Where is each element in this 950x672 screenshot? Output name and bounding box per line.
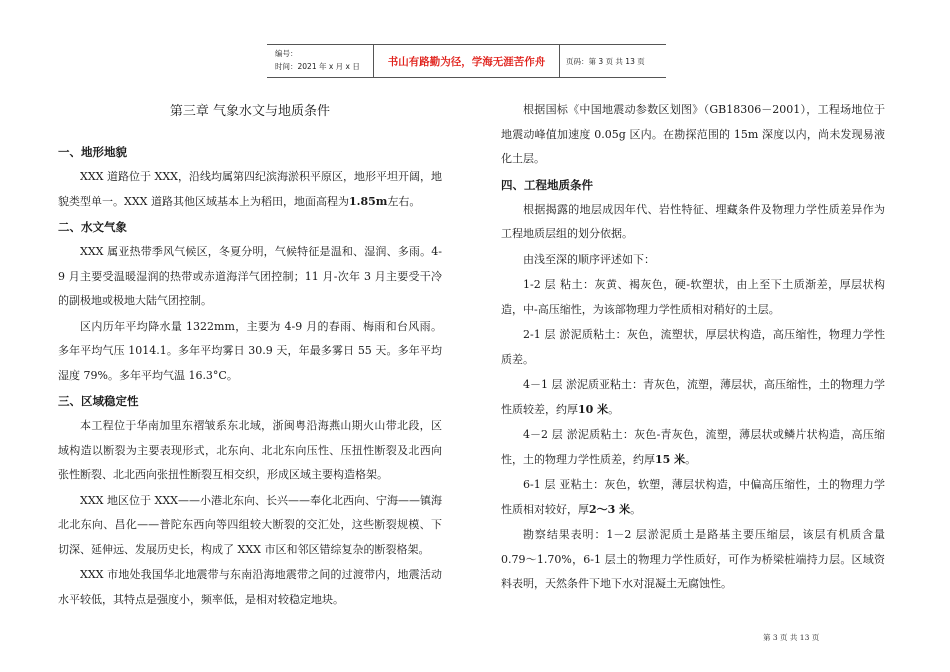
- header-info: [275, 47, 360, 73]
- paragraph: XXX 市地处我国华北地震带与东南沿海地震带之间的过渡带内，地震活动水平较低，其特点是强度小，频率低，是相对较稳定地块。: [58, 568, 442, 606]
- section-heading: 四、工程地质条件: [501, 177, 593, 192]
- section-heading: 一、地形地貌: [58, 145, 127, 159]
- paragraph: 根据揭露的地层成因年代、岩性特征、埋藏条件及物理力学性质差异作为工程地质层组的划分依据。: [501, 202, 885, 240]
- section-heading: 二、水文气象: [58, 220, 127, 234]
- paragraph: [58, 165, 442, 214]
- paragraph-text: 。: [630, 502, 642, 516]
- section-heading: 三、区域稳定性: [58, 394, 139, 408]
- elevation-value: 1.85m: [349, 194, 388, 208]
- paragraph: [501, 423, 885, 472]
- paragraph: 根据国标《中国地震动参数区划图》（GB18306－2001），工程场地位于地震动峰值加速度 0.05g 区内。在勘探范围的 15m 深度以内，尚未发现易液化土层。: [501, 103, 885, 165]
- thickness-value: 15 米: [655, 452, 686, 466]
- page-header: [267, 44, 666, 78]
- paragraph-text: XXX 道路位于 XXX，沿线均属第四纪滨海淤积平原区，地形平坦开阔，地貌类型单一。XXX 道路其他区域基本上为稻田，地面高程为: [58, 170, 442, 208]
- paragraph: 2-1 层 淤泥质粘土：灰色，流塑状，厚层状构造，高压缩性，物理力学性质差。: [501, 328, 885, 366]
- paragraph-text: 左右。: [387, 194, 421, 208]
- chapter-title: 第三章 气象水文与地质条件: [169, 104, 331, 119]
- paragraph-text: 。: [608, 402, 620, 416]
- thickness-value: 10 米: [578, 402, 609, 416]
- paragraph: 本工程位于华南加里东褶皱系东北域，浙闽粤沿海燕山期火山带北段，区域构造以断裂为主要表现形式，北东向、北北东向压性、压扭性断裂及北西向张性断裂、北北西向张扭性断裂互相交织，形成区域主要构造格架。: [58, 419, 442, 481]
- paragraph: [501, 373, 885, 422]
- header-motto: 书山有路勤为径，学海无涯苦作舟: [387, 56, 546, 68]
- header-divider: [559, 45, 560, 77]
- paragraph-text: 4－1 层 淤泥质亚粘土：青灰色，流塑，薄层状，高压缩性，土的物理力学性质较差，约厚: [501, 378, 885, 416]
- header-page: 页码：第 3 页 共 13 页: [566, 57, 645, 66]
- paragraph-text: 。: [685, 452, 697, 466]
- paragraph: 勘察结果表明：1－2 层淤泥质土是路基主要压缩层，该层有机质含量 0.79～1.70%，6-1 层土的物理力学性质好，可作为桥梁桩端持力层。区域资料表明，天然条件下地下水对混凝土无腐蚀性。: [501, 528, 885, 590]
- page-footer: 第 3 页 共 13 页: [763, 633, 820, 642]
- paragraph-text: 6-1 层 亚粘土：灰色，软塑，薄层状构造，中偏高压缩性，土的物理力学性质相对较好，厚: [501, 478, 885, 516]
- left-column: [58, 98, 442, 613]
- paragraph: XXX 地区位于 XXX——小港北东向、长兴——奉化北西向、宁海——镇海北北东向、昌化——普陀东西向等四组较大断裂的交汇处，这些断裂规模、下切深、延伸远、发展历史长，构成了 XXX 市区和邻区错综复杂的断裂格架。: [58, 493, 442, 556]
- paragraph-text: 4－2 层 淤泥质粘土：灰色-青灰色，流塑，薄层状或鳞片状构造，高压缩性，土的物理力学性质差，约厚: [501, 428, 885, 466]
- paragraph: 1-2 层 粘土：灰黄、褐灰色，硬-软塑状，由上至下土质渐差，厚层状构造，中-高压缩性，为该部物理力学性质相对稍好的土层。: [501, 278, 885, 316]
- right-column: [501, 98, 885, 598]
- paragraph: 区内历年平均降水量 1322mm，主要为 4-9 月的春雨、梅雨和台风雨。多年平均气压 1014.1。多年平均雾日 30.9 天，年最多雾日 55 天。多年平均湿度 79%。多年平均气温 16.3°C。: [58, 319, 442, 382]
- paragraph: [501, 473, 885, 522]
- header-time: 时间：2021 年 x 月 x 日: [275, 62, 360, 71]
- paragraph: XXX 属亚热带季风气候区，冬夏分明，气候特征是温和、湿润、多雨。4-9 月主要受温暖湿润的热带或赤道海洋气团控制；11 月-次年 3 月主要受干冷的副极地或极地大陆气团控制。: [58, 245, 442, 307]
- paragraph: 由浅至深的顺序评述如下：: [523, 252, 655, 266]
- thickness-value: 2～3 米: [589, 502, 631, 516]
- header-number: 编号：: [275, 49, 298, 58]
